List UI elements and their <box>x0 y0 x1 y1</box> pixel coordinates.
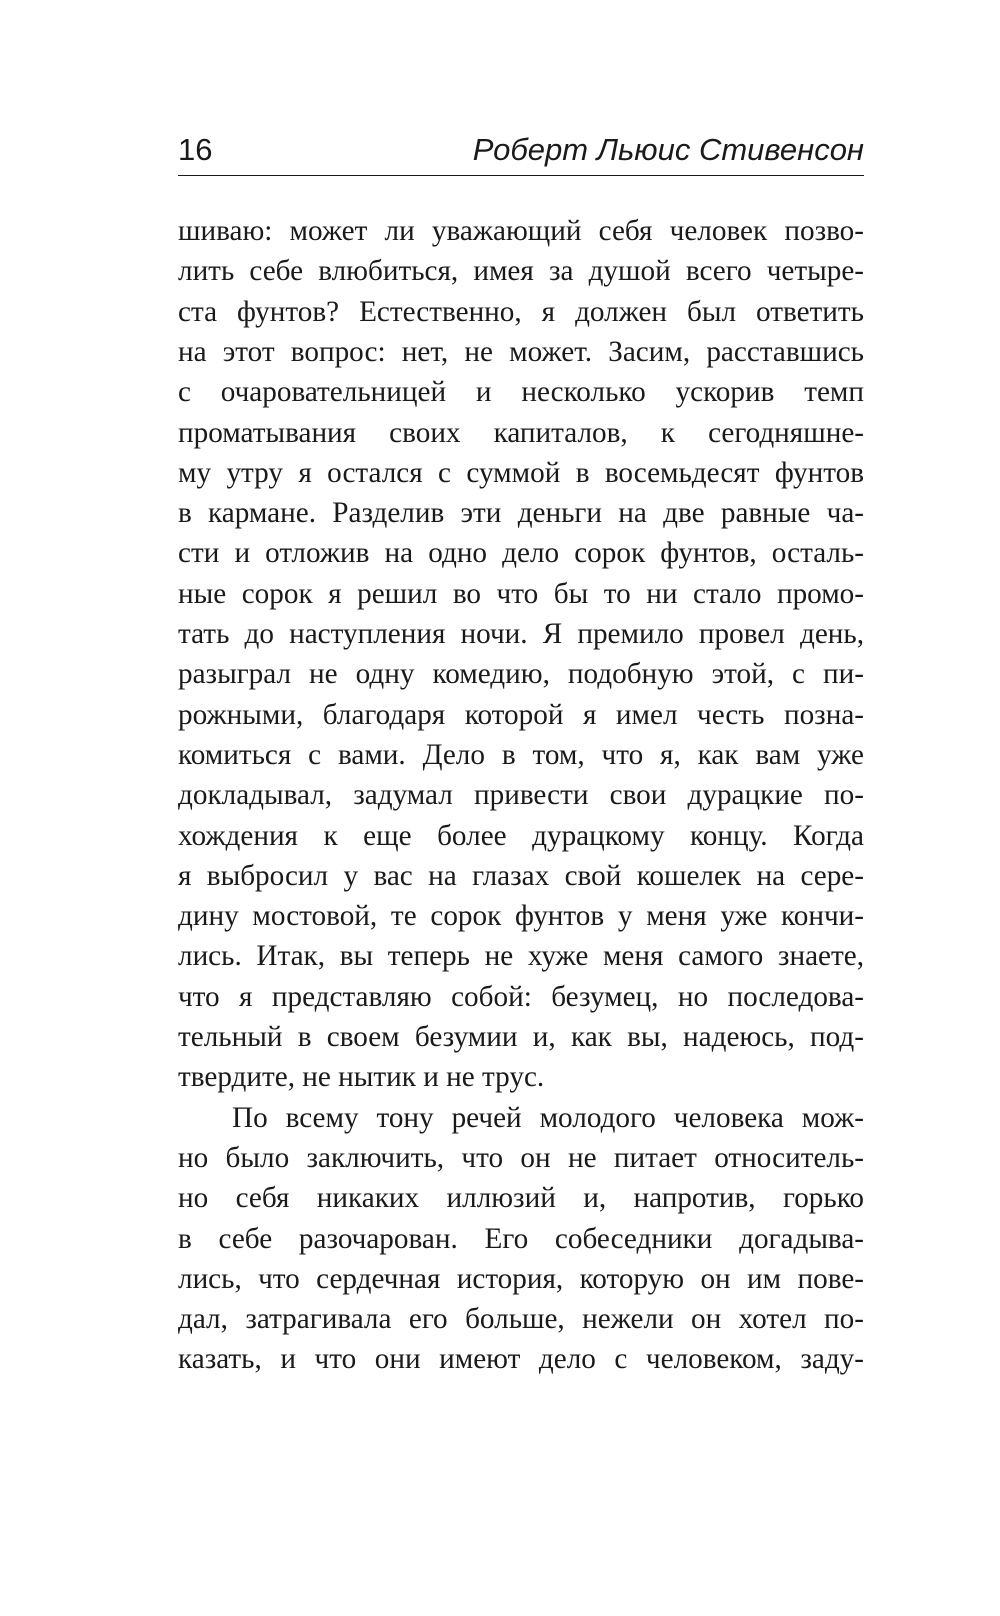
header-rule <box>178 175 864 176</box>
text-line: в себе разочарован. Его собеседники догадыва- <box>178 1222 864 1255</box>
text-line: лить себе влюбиться, имея за душой всего четыре- <box>178 255 864 288</box>
text-line: комиться с вами. Дело в том, что я, как вам уже <box>178 738 864 771</box>
text-line: докладывал, задумал привести свои дурацкие по- <box>178 779 864 812</box>
text-line: на этот вопрос: нет, не может. Засим, расставшись <box>178 335 864 368</box>
page-number: 16 <box>178 132 213 167</box>
running-head <box>178 128 864 172</box>
text-line: дал, затрагивала его больше, нежели он хотел по- <box>178 1303 864 1336</box>
text-line: хождения к еще более дурацкому концу. Когда <box>178 819 864 852</box>
text-line: но себя никаких иллюзий и, напротив, горько <box>178 1182 864 1215</box>
text-line: сти и отложив на одно дело сорок фунтов, осталь- <box>178 537 864 570</box>
text-line: По всему тону речей молодого человека мож- <box>232 1101 864 1134</box>
header-author: Роберт Льюис Стивенсон <box>472 132 864 167</box>
text-line: что я представляю собой: безумец, но последова- <box>178 980 864 1013</box>
text-line: в кармане. Разделив эти деньги на две равные ча- <box>178 497 864 530</box>
text-line: твердите, не нытик и не трус. <box>178 1061 545 1094</box>
text-line: рожными, благодаря которой я имел честь позна- <box>178 698 864 731</box>
text-line: шиваю: может ли уважающий себя человек позво- <box>178 215 864 247</box>
text-line: казать, и что они имеют дело с человеком, заду- <box>178 1343 864 1376</box>
text-line: разыграл не одну комедию, подобную этой, с пи- <box>178 658 864 691</box>
text-line: ные сорок я решил во что бы то ни стало промо- <box>178 577 864 610</box>
text-line: лись, что сердечная история, которую он им пове- <box>178 1262 864 1295</box>
text-line: с очаровательницей и несколько ускорив темп <box>178 376 864 409</box>
text-line: дину мостовой, те сорок фунтов у меня уже кончи- <box>178 900 864 933</box>
text-line: ста фунтов? Естественно, я должен был ответить <box>178 295 864 328</box>
text-line: проматывания своих капиталов, к сегодняшне- <box>178 416 864 449</box>
text-line: му утру я остался с суммой в восемьдесят фунтов <box>178 456 864 489</box>
text-line: я выбросил у вас на глазах свой кошелек на сере- <box>178 859 864 892</box>
text-line: лись. Итак, вы теперь не хуже меня самого знаете, <box>178 940 864 973</box>
text-line: тать до наступления ночи. Я премило провел день, <box>178 618 864 650</box>
text-line: тельный в своем безумии и, как вы, надеюсь, под- <box>178 1021 864 1053</box>
text-line: но было заключить, что он не питает относитель- <box>178 1141 864 1174</box>
